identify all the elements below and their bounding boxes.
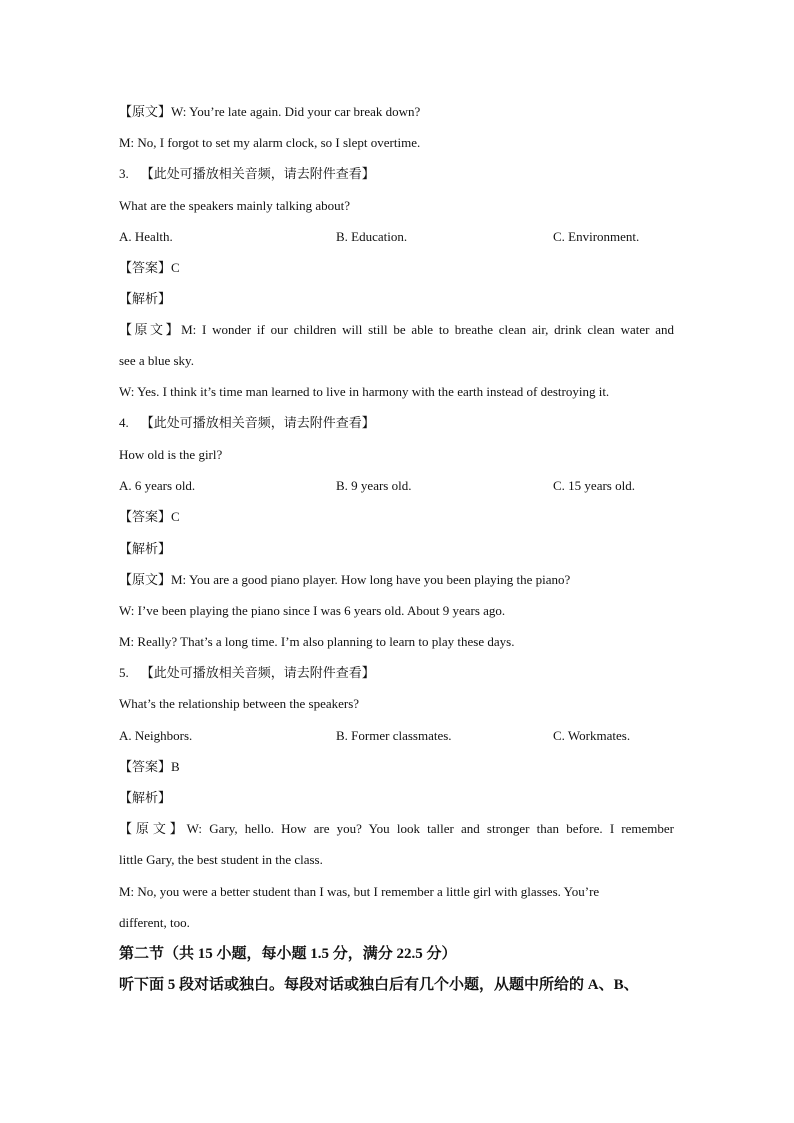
analysis-label: 【解析】 [119,541,172,556]
analysis-label: 【解析】 [119,291,172,306]
audio-placeholder-link[interactable]: 【此处可播放相关音频，请去附件查看】 [140,665,375,680]
question-number: 3. [119,166,129,181]
question-4-header [119,414,375,432]
transcript-line: see a blue sky. [119,353,194,368]
transcript-line: different, too. [119,915,190,930]
transcript-line: M: No, I forgot to set my alarm clock, so I slept overtime. [119,135,421,150]
question-text: How old is the girl? [119,447,223,462]
answer-label: 【答案】C [119,509,180,524]
section-heading: 第二节（共 15 小题，每小题 1.5 分，满分 22.5 分） [119,946,457,962]
answer-label: 【答案】B [119,759,180,774]
option-b: B. 9 years old. [336,478,412,493]
option-a: A. Neighbors. [119,728,193,743]
section-instructions: 听下面 5 段对话或独白。每段对话或独白后有几个小题，从题中所给的 A、B、 [119,977,639,993]
transcript-line: W: I’ve been playing the piano since I was 6 years old. About 9 years ago. [119,603,506,618]
audio-placeholder-link[interactable]: 【此处可播放相关音频，请去附件查看】 [140,415,375,430]
option-b: B. Education. [336,229,408,244]
transcript-line: 【原文】W: Gary, hello. How are you? You look taller and stronger than before. I remember [119,821,674,836]
option-b: B. Former classmates. [336,728,452,743]
transcript-line: M: No, you were a better student than I was, but I remember a little girl with glasses. You’re [119,884,600,899]
option-a: A. 6 years old. [119,478,196,493]
option-a: A. Health. [119,229,173,244]
transcript-line: 【原文】W: You’re late again. Did your car break down? [119,104,421,119]
option-c: C. Workmates. [553,728,631,743]
transcript-line: W: Yes. I think it’s time man learned to live in harmony with the earth instead of destroying it. [119,384,610,399]
question-number: 4. [119,415,129,430]
transcript-line: 【原文】M: You are a good piano player. How long have you been playing the piano? [119,572,571,587]
answer-label: 【答案】C [119,260,180,275]
question-3-header [119,165,375,183]
option-c: C. Environment. [553,229,640,244]
question-text: What are the speakers mainly talking about? [119,198,351,213]
transcript-line: little Gary, the best student in the class. [119,852,323,867]
analysis-label: 【解析】 [119,790,172,805]
question-number: 5. [119,665,129,680]
audio-placeholder-link[interactable]: 【此处可播放相关音频，请去附件查看】 [140,166,375,181]
question-text: What’s the relationship between the speakers? [119,696,360,711]
transcript-line: 【原文】M: I wonder if our children will still be able to breathe clean air, drink clean water and [119,322,674,337]
option-c: C. 15 years old. [553,478,635,493]
transcript-line: M: Really? That’s a long time. I’m also planning to learn to play these days. [119,634,515,649]
question-5-header [119,664,375,682]
